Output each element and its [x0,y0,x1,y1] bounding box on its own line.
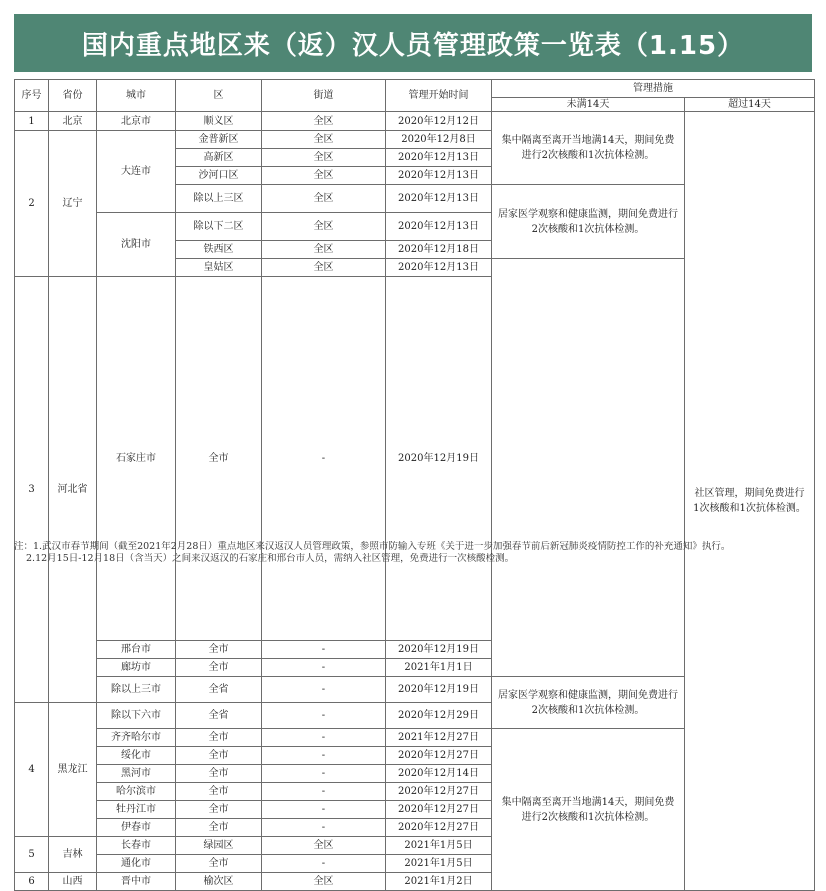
cell-city: 北京市 [97,112,176,131]
cell-district: 沙河口区 [176,167,262,185]
cell-province: 辽宁 [49,131,97,277]
measure-quarantine: 集中隔离至离开当地满14天，期间免费进行2次核酸和1次抗体检测。 [492,112,685,185]
cell-start-time: 2021年1月1日 [386,659,492,677]
cell-city: 伊春市 [97,819,176,837]
footnote-1: 注：1.武汉市春节期间（截至2021年2月28日）重点地区来汉返汉人员管理政策，参照市防输入专班《关于进一步加强春节前后新冠肺炎疫情防控工作的补充通知》执行。 [14,541,731,552]
cell-city: 绥化市 [97,747,176,765]
cell-province: 山西 [49,873,97,891]
cell-city: 廊坊市 [97,659,176,677]
cell-street: 全区 [262,241,386,259]
cell-city: 晋中市 [97,873,176,891]
header-district: 区 [176,80,262,112]
cell-district: 金普新区 [176,131,262,149]
cell-district: 全省 [176,703,262,729]
cell-seq: 5 [15,837,49,873]
cell-seq: 2 [15,131,49,277]
cell-start-time: 2020年12月27日 [386,801,492,819]
cell-province: 北京 [49,112,97,131]
cell-start-time: 2020年12月18日 [386,241,492,259]
cell-start-time: 2020年12月13日 [386,149,492,167]
cell-street: - [262,703,386,729]
cell-city: 齐齐哈尔市 [97,729,176,747]
header-under-14-days: 未满14天 [492,98,685,112]
cell-street: - [262,659,386,677]
cell-seq: 3 [15,277,49,703]
cell-district: 除以上三区 [176,185,262,213]
cell-street: 全区 [262,185,386,213]
cell-seq: 4 [15,703,49,837]
cell-start-time: 2020年12月27日 [386,783,492,801]
measure-home-monitoring: 居家医学观察和健康监测，期间免费进行2次核酸和1次抗体检测。 [492,185,685,259]
footnotes [14,541,814,565]
cell-start-time: 2020年12月19日 [386,641,492,659]
cell-city: 黑河市 [97,765,176,783]
cell-street: - [262,765,386,783]
cell-street: - [262,819,386,837]
cell-district: 全市 [176,765,262,783]
cell-province: 吉林 [49,837,97,873]
cell-city: 除以上三市 [97,677,176,703]
header-measures: 管理措施 [492,80,815,98]
cell-street: - [262,729,386,747]
cell-city: 沈阳市 [97,213,176,277]
cell-district: 全市 [176,819,262,837]
cell-district: 全市 [176,801,262,819]
cell-district: 全市 [176,641,262,659]
cell-district: 全市 [176,783,262,801]
cell-district: 全市 [176,747,262,765]
cell-street: - [262,783,386,801]
cell-district: 皇姑区 [176,259,262,277]
cell-district: 全市 [176,277,262,641]
cell-district: 全市 [176,659,262,677]
header-over-14-days: 超过14天 [685,98,815,112]
measure-home-monitoring: 居家医学观察和健康监测，期间免费进行2次核酸和1次抗体检测。 [492,677,685,729]
cell-street: - [262,801,386,819]
cell-district: 绿园区 [176,837,262,855]
measure-community: 社区管理，期间免费进行1次核酸和1次抗体检测。 [685,112,815,891]
table-row [15,112,815,131]
cell-street: 全区 [262,259,386,277]
cell-seq: 6 [15,873,49,891]
cell-city: 牡丹江市 [97,801,176,819]
cell-start-time: 2021年1月2日 [386,873,492,891]
cell-street: - [262,855,386,873]
cell-city: 石家庄市 [97,277,176,641]
cell-district: 高新区 [176,149,262,167]
header-seq: 序号 [15,80,49,112]
cell-start-time: 2021年12月27日 [386,729,492,747]
cell-start-time: 2020年12月19日 [386,277,492,641]
cell-street: 全区 [262,873,386,891]
cell-start-time: 2020年12月13日 [386,259,492,277]
cell-city: 邢台市 [97,641,176,659]
title-banner [14,14,812,72]
cell-street: - [262,277,386,641]
cell-street: 全区 [262,213,386,241]
cell-start-time: 2020年12月13日 [386,167,492,185]
header-province: 省份 [49,80,97,112]
cell-district: 榆次区 [176,873,262,891]
cell-street: - [262,641,386,659]
header-city: 城市 [97,80,176,112]
cell-street: 全区 [262,112,386,131]
cell-district: 顺义区 [176,112,262,131]
header-start-time: 管理开始时间 [386,80,492,112]
cell-city: 通化市 [97,855,176,873]
cell-start-time: 2020年12月27日 [386,747,492,765]
cell-city: 除以下六市 [97,703,176,729]
cell-street: 全区 [262,837,386,855]
cell-district: 全市 [176,729,262,747]
cell-street: 全区 [262,131,386,149]
page-title: 国内重点地区来（返）汉人员管理政策一览表（1.15） [81,30,745,61]
cell-city: 长春市 [97,837,176,855]
measure-quarantine: 集中隔离至离开当地满14天，期间免费进行2次核酸和1次抗体检测。 [492,729,685,891]
cell-district: 全省 [176,677,262,703]
policy-table [14,79,815,891]
cell-start-time: 2020年12月19日 [386,677,492,703]
cell-province: 河北省 [49,277,97,703]
cell-start-time: 2021年1月5日 [386,837,492,855]
cell-start-time: 2020年12月13日 [386,213,492,241]
cell-street: - [262,677,386,703]
cell-city: 大连市 [97,131,176,213]
cell-district: 除以下二区 [176,213,262,241]
cell-street: 全区 [262,149,386,167]
cell-street: 全区 [262,167,386,185]
cell-street: - [262,747,386,765]
cell-start-time: 2020年12月13日 [386,185,492,213]
cell-district: 全市 [176,855,262,873]
cell-start-time: 2020年12月14日 [386,765,492,783]
cell-seq: 1 [15,112,49,131]
cell-start-time: 2021年1月5日 [386,855,492,873]
header-street: 街道 [262,80,386,112]
cell-start-time: 2020年12月8日 [386,131,492,149]
cell-start-time: 2020年12月29日 [386,703,492,729]
cell-district: 铁西区 [176,241,262,259]
cell-start-time: 2020年12月27日 [386,819,492,837]
footnote-2: 2.12月15日-12月18日（含当天）之间来汉返汉的石家庄和邢台市人员，需纳入社区管理，免费进行一次核酸检测。 [26,553,515,564]
cell-start-time: 2020年12月12日 [386,112,492,131]
cell-province: 黑龙江 [49,703,97,837]
cell-city: 哈尔滨市 [97,783,176,801]
